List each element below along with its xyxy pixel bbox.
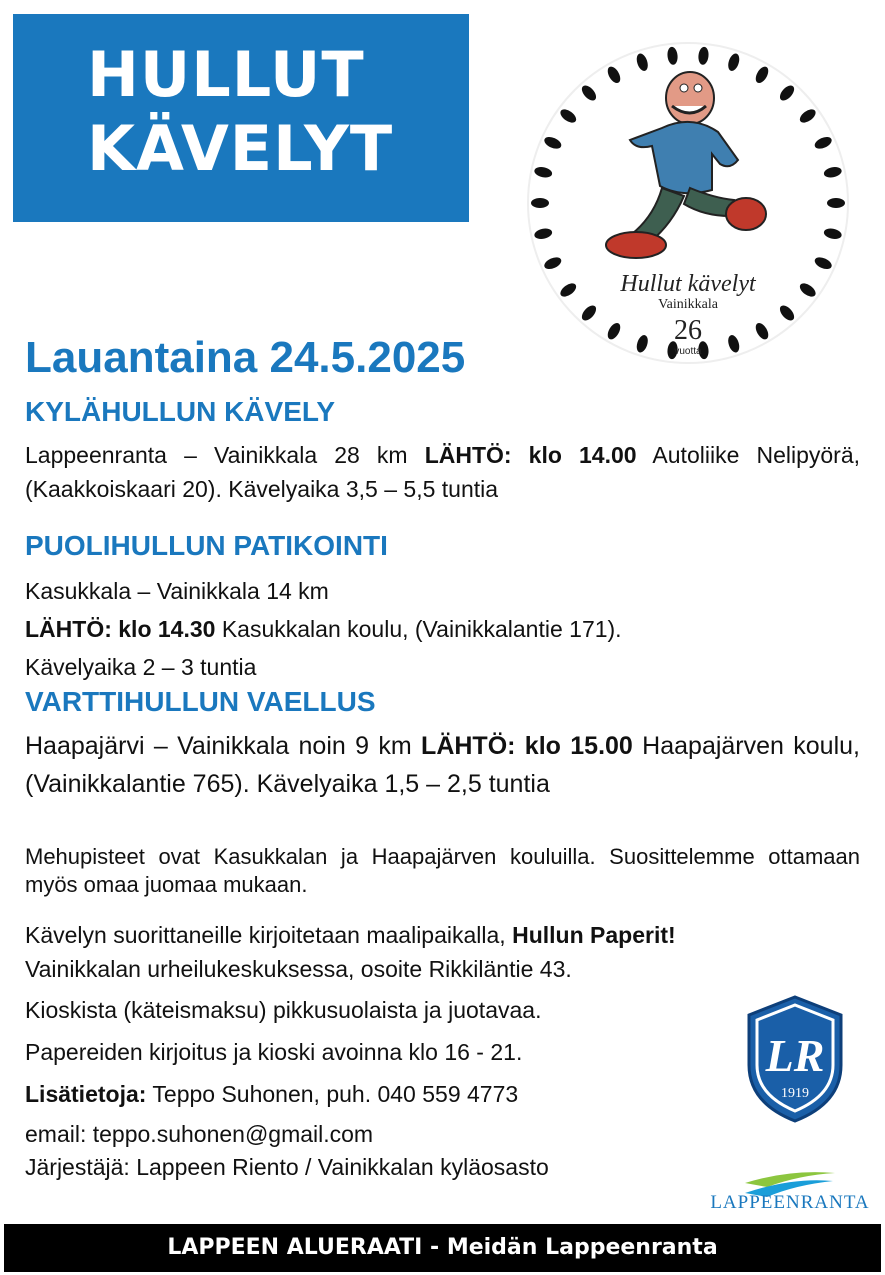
walk2-route: Kasukkala – Vainikkala 14 km: [25, 578, 329, 604]
title-line-2: KÄVELYT: [87, 112, 394, 185]
crest-year: 1919: [781, 1086, 809, 1101]
walk2-duration: Kävelyaika 2 – 3 tuntia: [25, 654, 257, 680]
kiosk-info: Kioskista (käteismaksu) pikkusuolaista ja juotavaa.: [25, 997, 542, 1023]
hullut-kavelyt-logo: [512, 38, 864, 373]
organizer-info: Järjestäjä: Lappeen Riento / Vainikkalan kyläosasto: [25, 1154, 549, 1180]
logo-place: Vainikkala: [658, 297, 718, 312]
lappeen-riento-crest: [745, 995, 845, 1123]
title-banner: [13, 14, 469, 222]
papers-info: Kävelyn suorittaneille kirjoitetaan maalipaikalla, Hullun Paperit! Vainikkalan urheilukeskuksessa, osoite Rikkiläntie 43.: [25, 922, 676, 982]
logo-script-text: Hullut kävelyt: [620, 271, 756, 297]
walk1-heading: KYLÄHULLUN KÄVELY: [25, 396, 336, 427]
footprint-icon: [827, 198, 845, 208]
crest-letters: LR: [765, 1030, 825, 1081]
footer-banner: LAPPEEN ALUERAATI - Meidän Lappeenranta: [4, 1224, 881, 1272]
drinks-info: Mehupisteet ovat Kasukkalan ja Haapajärven kouluilla. Suosittelemme ottamaan myös omaa juomaa mukaan.: [25, 844, 860, 897]
logo-years-label: vuotta: [674, 346, 702, 357]
email-info[interactable]: email: teppo.suhonen@gmail.com: [25, 1121, 374, 1147]
walk2-heading: PUOLIHULLUN PATIKOINTI: [25, 530, 388, 561]
city-name: LAPPEENRANTA: [710, 1192, 870, 1213]
walk2-start: LÄHTÖ: klo 14.30 Kasukkalan koulu, (Vainikkalantie 171).: [25, 616, 622, 642]
hours-info: Papereiden kirjoitus ja kioski avoinna klo 16 - 21.: [25, 1039, 523, 1065]
walk1-text: Lappeenranta – Vainikkala 28 km LÄHTÖ: klo 14.00 Autoliike Nelipyörä, (Kaakkoiskaari 20). Kävelyaika 3,5 – 5,5 tuntia: [25, 442, 861, 502]
event-date: Lauantaina 24.5.2025: [25, 333, 466, 382]
logo-years: 26: [674, 315, 702, 346]
title-line-1: HULLUT: [87, 38, 365, 111]
walk3-text: Haapajärvi – Vainikkala noin 9 km LÄHTÖ: klo 15.00 Haapajärven koulu, (Vainikkalantie 765). Kävelyaika 1,5 – 2,5 tuntia: [25, 732, 860, 798]
contact-info: Lisätietoja: Teppo Suhonen, puh. 040 559 4773: [25, 1081, 519, 1107]
walk3-heading: VARTTIHULLUN VAELLUS: [25, 686, 376, 717]
footprint-icon: [531, 198, 549, 208]
